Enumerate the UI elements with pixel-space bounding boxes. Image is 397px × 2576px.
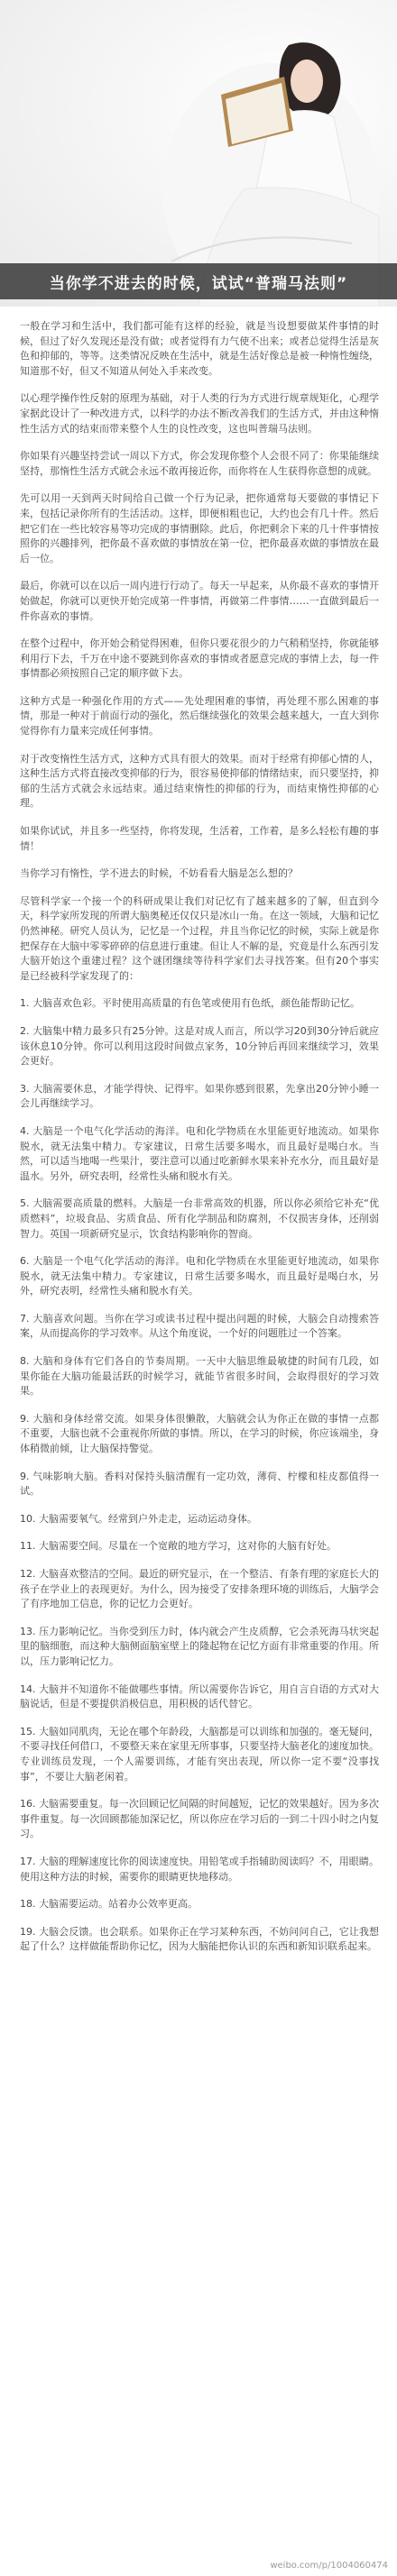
list-item: 7. 大脑喜欢问题。当你在学习或读书过程中提出问题的时候，大脑会自动搜索答案，从而提高你的学习效率。从这个角度说，一个好的问题胜过一个答案。: [20, 1312, 379, 1340]
list-item: 15. 大脑如同肌肉，无论在哪个年龄段，大脑都是可以训练和加强的。毫无疑问，不要寻找任何借口，不要整天来在家里无所事事，只要坚持大脑老化的速度加快。专业训练员发现，一个人需要训练，才能有突出表现，所以你一定不要“没事找事”，不要让大脑老闲着。: [20, 1725, 379, 1783]
list-item: 3. 大脑需要休息，才能学得快、记得牢。如果你感到很累，先拿出20分钟小睡一会儿再继续学习。: [20, 1082, 379, 1110]
article-body: [0, 307, 397, 1967]
paragraph: 对于改变惰性生活方式，这种方式具有很大的效果。而对于经常有抑郁心情的人，这种生活方式将直接改变抑郁的行为，很容易使抑郁的情绪结束，而只要坚持，抑郁的生活方式就会永远结束。通过结束惰性的抑郁的行为，而结束惰性抑郁的心理。: [20, 752, 379, 810]
list-item: 11. 大脑需要空间。尽量在一个宽敞的地方学习，这对你的大脑有好处。: [20, 1540, 337, 1553]
watermark: weibo.com/p/1004060474: [270, 2561, 388, 2571]
paragraph: 当你学习有惰性，学不进去的时候，不妨看看大脑是怎么想的？: [20, 867, 298, 880]
list-item: 5. 大脑需要高质量的燃料。大脑是一台非常高效的机器，所以你必须给它补充“优质燃料”，垃圾食品、劣质食品、所有化学制品和防腐剂，不仅损害身体，还削弱智力。英国一项新研究显示，饮食结构影响你的智商。: [20, 1197, 379, 1240]
list-item: 9. 大脑和身体经常交流。如果身体很懒散，大脑就会认为你正在做的事情一点都不重要，大脑也就不会重视你所做的事情。所以，在学习的时候，你应该端坐，身体稍微前倾，让大脑保持警觉。: [20, 1412, 379, 1455]
list-item: 10. 大脑需要氧气。经常到户外走走，运动运动身体。: [20, 1512, 257, 1525]
list-item: 4. 大脑是一个电气化学活动的海洋。电和化学物质在水里能更好地流动。如果你脱水，就无法集中精力。专家建议，日常生活要多喝水，而且最好是喝白水。当然，可以适当地喝一些果汁，要注意可以通过吃新鲜水果来补充水分，而且最好是温水。另外，研究表明，经常性头痛和脱水有关。: [20, 1124, 379, 1182]
paragraph: 先可以用一天到两天时间给自己做一个行为记录，把你通常每天要做的事情记下来，包括记录你所有的生活活动。这样，即便相粗也记，大约也会有几十件。然后把它们在一些比较容易等功完成的事情删除。此后，你把剩余下来的几十件事情按照你的兴趣排列，把你最不喜欢做的事情放在第一位，把你最喜欢做的事情放在最后一位。: [20, 492, 379, 564]
paragraph: 最后，你就可以在以后一周内进行行动了。每天一早起来，从你最不喜欢的事情开始做起，你就可以更快开始完成第一件事情，再做第二件事情……一直做到最后一件你喜欢的事情。: [20, 580, 379, 622]
paragraph: 这种方式是一种强化作用的方式——先处理困难的事情，再处理不那么困难的事情，那是一种对于前面行动的强化，然后继续强化的效果会越来越大，一直大到你觉得你有力量来完成任何事情。: [20, 694, 379, 738]
list-item: 16. 大脑需要重复。每一次回顾记忆间隔的时间越短，记忆的效果越好。因为多次事件重复。每一次回顾都能加深记忆，所以你应在学习后的一到二十四小时之内复习。: [20, 1798, 379, 1840]
paragraph: 尽管科学家一个接一个的科研成果让我们对记忆有了越来越多的了解，但直到今天，科学家所发现的所谓大脑奥秘还仅仅只是冰山一角。在这一领域，大脑和记忆仍然神秘。研究人员认为，记忆是一个过程，并且当你记忆的时候，实际上就是你把保存在大脑中零零碎碎的信息进行重建。但让人不解的是，究竟是什么东西引发大脑开始这个重建过程？这个谜团继续等待科学家们去寻找答案。但有20个事实是已经被科学家发现了的：: [20, 894, 379, 982]
paragraph: 一般在学习和生活中，我们都可能有这样的经验，就是当设想要做某件事情的时候，但过了好久发现还是没有做；或者觉得有力气使不出来；或者总觉得生活是灰色和抑郁的，等等。这类情况反映在生活中，就是生活好像总是被一种惰性缠绕，知道那不好，但又不知道从何处入手来改变。: [20, 320, 379, 377]
list-item: 6. 大脑是一个电气化学活动的海洋。电和化学物质在水里能更好地流动，如果你脱水，就无法集中精力。专家建议，日常生活要多喝水，而且最好是喝白水，另外，研究表明，经常性头痛和脱水有关。: [20, 1255, 379, 1297]
list-item: 17. 大脑的理解速度比你的阅读速度快。用铅笔或手指辅助阅读吗？不，用眼睛。使用这种方法的时候，需要你的眼睛更快地移动。: [20, 1855, 379, 1883]
paragraph: 如果你试试，并且多一些坚持，你将发现，生活着，工作着，是多么轻松有趣的事情！: [20, 825, 379, 852]
list-item: 2. 大脑集中精力最多只有25分钟。这是对成人而言，所以学习20到30分钟后就应该休息10分钟。你可以利用这段时间做点家务，10分钟后再回来继续学习，效果会更好。: [20, 1024, 379, 1068]
woman-reading-illustration: [135, 9, 388, 307]
paragraph: 你如果有兴趣坚持尝试一周以下方式，你会发现你整个人会很不同了：你果能继续坚持，那惰性生活方式就会永远不敢再接近你，而你将在人生获得你意想的成就。: [20, 450, 379, 477]
list-item: 9. 气味影响大脑。香料对保持头脑清醒有一定功效，薄荷、柠檬和桂皮都值得一试。: [20, 1470, 379, 1498]
list-item: 12. 大脑喜欢整洁的空间。最近的研究显示，在一个整洁、有条有理的家庭长大的孩子在学业上的表现更好。为什么，因为接受了安排条理环境的训练后，大脑学会了有序地加工信息，你的记忆力会更好。: [20, 1568, 379, 1610]
list-item: 19. 大脑会反馈。也会联系。如果你正在学习某种东西，不妨问问自己，它让我想起了什么？这样做能帮助你记忆，因为大脑能把你认识的东西和新知识联系起来。: [20, 1925, 379, 1953]
list-item: 13. 压力影响记忆。当你受到压力时，体内就会产生皮质醇，它会杀死海马状突起里的脑细胞，而这种大脑侧面脑室壁上的隆起物在记忆方面有非常重要的作用。所以，压力影响记忆力。: [20, 1625, 379, 1667]
paragraph: 在整个过程中，你开始会稍觉得困难，但你只要花很少的力气稍稍坚持，你就能够利用行下去，千万在中途不要跳到你喜欢的事情或者愿意完成的事情上去，每一件事情都必须按照自己定的顺序做下去。: [20, 637, 379, 680]
paragraph: 以心理学操作性反射的原理为基础，对于人类的行为方式进行规章规矩化，心理学家据此设计了一种改进方式，以科学的办法不断改善我们的生活方式，并由这种惰性生活方式的结束而带来整个人生的良性改变，这也叫普瑞马法则。: [20, 392, 379, 435]
list-item: 18. 大脑需要运动。站着办公效率更高。: [20, 1898, 198, 1911]
title-banner: [0, 263, 397, 299]
list-item: 14. 大脑并不知道你不能做哪些事情。所以需要你告诉它，用自言自语的方式对大脑说话，但是不要提供消极信息，用积极的话代替它。: [20, 1682, 379, 1710]
hero-image: [0, 0, 397, 307]
list-item: 8. 大脑和身体有它们各自的节奏周期。一天中大脑思维最敏捷的时间有几段，如果你能在大脑功能最活跃的时候学习，就能节省很多时间，会取得很好的学习效果。: [20, 1355, 379, 1398]
list-item: 1. 大脑喜欢色彩。平时使用高质量的有色笔或使用有色纸，颜色能帮助记忆。: [20, 997, 360, 1010]
article-title: 当你学不进去的时候，试试“普瑞马法则”: [49, 274, 348, 293]
